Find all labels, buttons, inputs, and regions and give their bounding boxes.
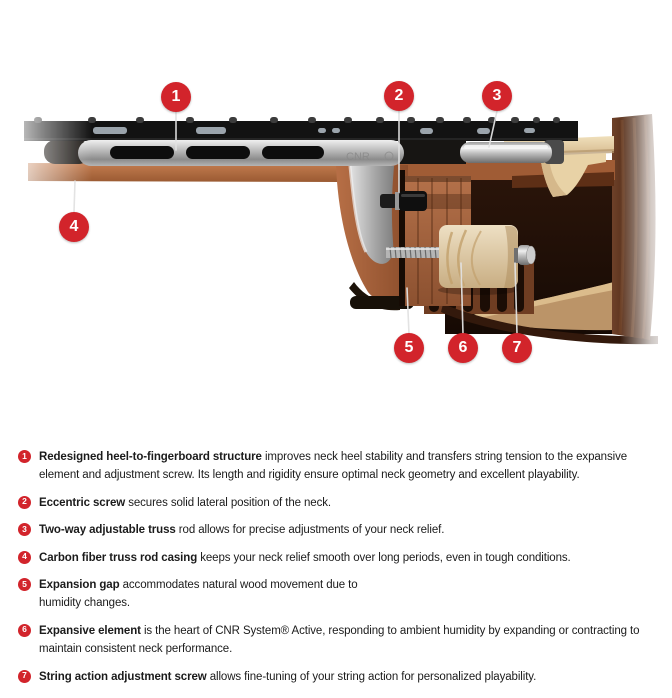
callout-3: 3: [482, 81, 512, 111]
legend-item-2: [18, 494, 658, 512]
legend-lead-3: Two-way adjustable truss: [39, 524, 176, 537]
legend-rest-1: improves neck heel stability and transfers string tension to the expansive element and adjustment screw. Its length and rigidity ensure optimal neck geometry and excellent playability.: [39, 451, 628, 482]
legend-text-7: [39, 668, 536, 686]
legend-bullet-2: 2: [18, 496, 31, 509]
cnr-engraving: CNR: [346, 151, 370, 163]
callout-1: 1: [161, 82, 191, 112]
legend-text-3: [39, 521, 444, 539]
legend: [18, 448, 658, 695]
legend-lead-2: Eccentric screw: [39, 496, 126, 509]
truss-rod: [460, 140, 564, 164]
legend-rest-5: accommodates natural wood movement due to humidity changes.: [39, 578, 358, 610]
legend-item-7: [18, 668, 658, 686]
legend-lead-1: Redesigned heel-to-fingerboard structure: [39, 451, 262, 463]
callout-5: 5: [394, 333, 424, 363]
legend-lead-4: Carbon fiber truss rod casing: [39, 551, 198, 564]
legend-bullet-7: 7: [18, 670, 31, 683]
right-fade: [620, 0, 672, 420]
legend-rest-4: keeps your neck relief smooth over long periods, even in tough conditions.: [197, 551, 571, 564]
legend-text-5: [39, 576, 401, 613]
eccentric-screw: [380, 191, 427, 211]
legend-item-3: [18, 521, 658, 539]
legend-item-5: [18, 576, 658, 613]
legend-text-1: [39, 448, 658, 485]
legend-bullet-5: 5: [18, 578, 31, 591]
legend-bullet-6: 6: [18, 624, 31, 637]
expansive-element: [438, 225, 518, 295]
expansion-gap: [399, 170, 405, 306]
legend-rest-3: rod allows for precise adjustments of your neck relief.: [175, 524, 445, 537]
legend-bullet-4: 4: [18, 551, 31, 564]
legend-text-6: [39, 622, 658, 659]
callout-4: 4: [59, 212, 89, 242]
legend-lead-6: Expansive element: [39, 624, 141, 637]
callout-2: 2: [384, 81, 414, 111]
legend-item-6: [18, 622, 658, 659]
legend-lead-5: Expansion gap: [39, 578, 120, 591]
legend-rest-2: secures solid lateral position of the neck.: [125, 496, 332, 509]
callout-7: 7: [502, 333, 532, 363]
legend-item-1: [18, 448, 658, 485]
left-fade: [0, 0, 92, 420]
legend-rest-7: allows fine-tuning of your string action for personalized playability.: [206, 670, 537, 683]
threaded-rod: [386, 247, 444, 258]
legend-rest-6: is the heart of CNR System® Active, responding to ambient humidity by expanding or contracting to maintain consistent neck performance.: [39, 624, 640, 656]
legend-lead-7: String action adjustment screw: [39, 670, 207, 683]
carbon-fiber-casing: [398, 140, 466, 164]
legend-item-4: [18, 549, 658, 567]
callout-6: 6: [448, 333, 478, 363]
legend-bullet-1: 1: [18, 450, 31, 463]
string-action-adjustment-screw: [514, 245, 536, 265]
legend-text-4: [39, 549, 571, 567]
legend-bullet-3: 3: [18, 523, 31, 536]
legend-text-2: [39, 494, 331, 512]
